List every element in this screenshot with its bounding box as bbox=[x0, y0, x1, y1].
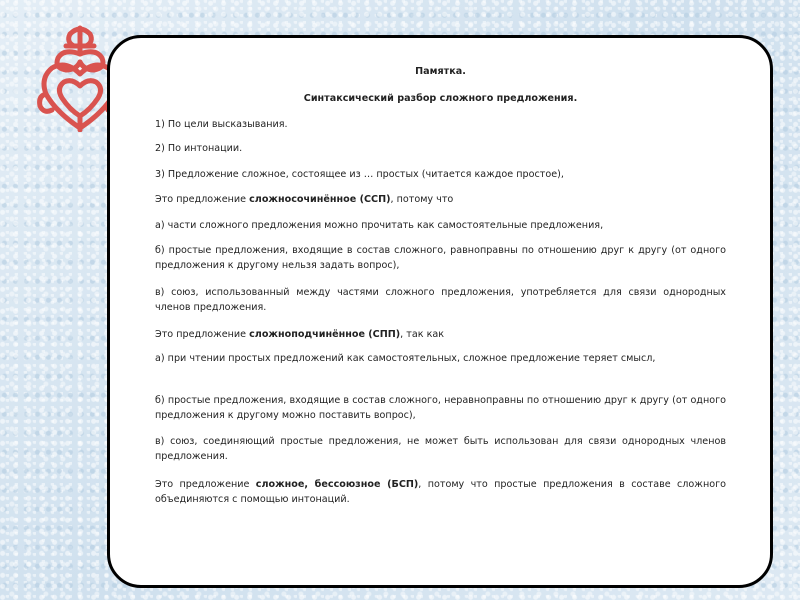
bsp-term: сложное, бессоюзное (БСП) bbox=[255, 479, 419, 490]
step-purpose: 1) По цели высказывания. bbox=[155, 119, 288, 130]
ssp-reason-c: в) союз, использованный между частями сложного предложения, употребляется для связи однородных членов предложения. bbox=[155, 287, 726, 313]
ssp-reason-b: б) простые предложения, входящие в состав сложного, равноправны по отношению друг к другу (от одного предложения к другому нельзя задать вопрос), bbox=[155, 245, 726, 271]
memo-subtitle: Синтаксический разбор сложного предложения. bbox=[303, 93, 578, 104]
spp-reason-b: б) простые предложения, входящие в состав сложного, неравноправны по отношению друг к другу (от одного предложения к другому можно поставить вопрос), bbox=[155, 395, 726, 421]
ssp-intro: Это предложение сложносочинённое (ССП), потому что bbox=[155, 194, 454, 205]
bsp-statement: Это предложение сложное, бессоюзное (БСП), потому что простые предложения в составе сложного объединяются с помощью интонаций. bbox=[155, 479, 726, 505]
spp-term: сложноподчинённое (СПП) bbox=[249, 329, 401, 340]
ssp-reason-a: а) части сложного предложения можно прочитать как самостоятельные предложения, bbox=[155, 220, 604, 231]
ssp-term: сложносочинённое (ССП) bbox=[249, 194, 391, 205]
step-composition: 3) Предложение сложное, состоящее из … простых (читается каждое простое), bbox=[155, 169, 564, 180]
spp-reason-a: а) при чтении простых предложений как самостоятельных, сложное предложение теряет смысл, bbox=[155, 353, 656, 364]
spp-intro: Это предложение сложноподчинённое (СПП), так как bbox=[155, 329, 445, 340]
memo-card bbox=[107, 35, 773, 588]
step-intonation: 2) По интонации. bbox=[155, 143, 243, 154]
spp-reason-c: в) союз, соединяющий простые предложения, не может быть использован для связи однородных членов предложения. bbox=[155, 436, 726, 462]
memo-title: Памятка. bbox=[415, 66, 466, 77]
